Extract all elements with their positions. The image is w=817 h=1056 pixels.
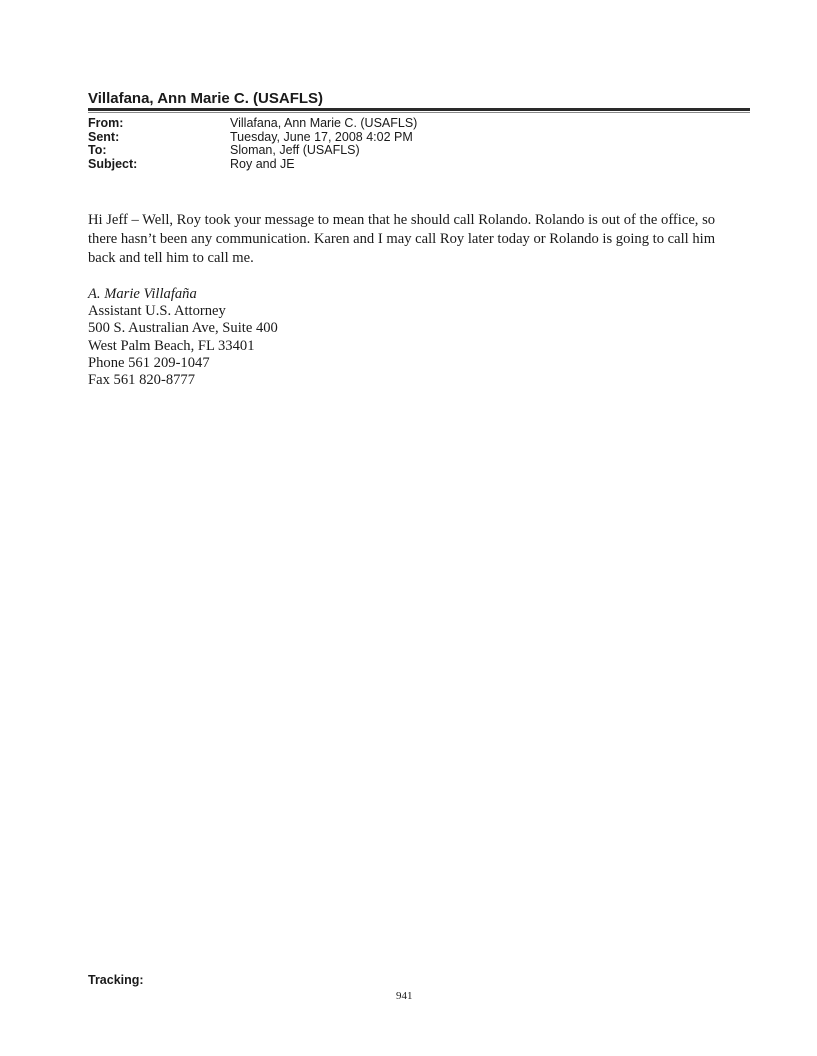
header-row-from [88,117,417,131]
to-value: Sloman, Jeff (USAFLS) [230,143,360,157]
title-divider-thin [88,112,750,113]
subject-label: Subject: [88,156,138,171]
signature-line: Assistant U.S. Attorney [88,303,226,320]
subject-value: Roy and JE [230,156,295,171]
signature-line: West Palm Beach, FL 33401 [88,337,255,354]
signature-line: 500 S. Australian Ave, Suite 400 [88,320,278,337]
signature-line: Fax 561 820-8777 [88,372,196,389]
header-row-subject [88,158,417,172]
title-divider [88,108,750,111]
tracking-label: Tracking: [88,973,144,987]
signature-name: A. Marie Villafaña [88,286,197,302]
email-body: Hi Jeff – Well, Roy took your message to mean that he should call Rolando. Rolando is out of the office, so there hasn’t been any communication. Karen and I may call Roy later today or Rolando is going to call him back and tell him to call me. [88,212,716,266]
from-label: From: [88,116,124,130]
email-sender-title: Villafana, Ann Marie C. (USAFLS) [88,90,324,107]
header-row-to [88,144,417,158]
sent-value: Tuesday, June 17, 2008 4:02 PM [230,129,413,144]
email-signature [88,286,278,389]
sent-label: Sent: [88,129,120,144]
to-label: To: [88,143,107,157]
from-value: Villafana, Ann Marie C. (USAFLS) [230,116,418,130]
email-headers [88,117,417,171]
signature-line: Phone 561 209-1047 [88,354,210,371]
page-number: 941 [396,990,413,1002]
header-row-sent [88,131,417,145]
